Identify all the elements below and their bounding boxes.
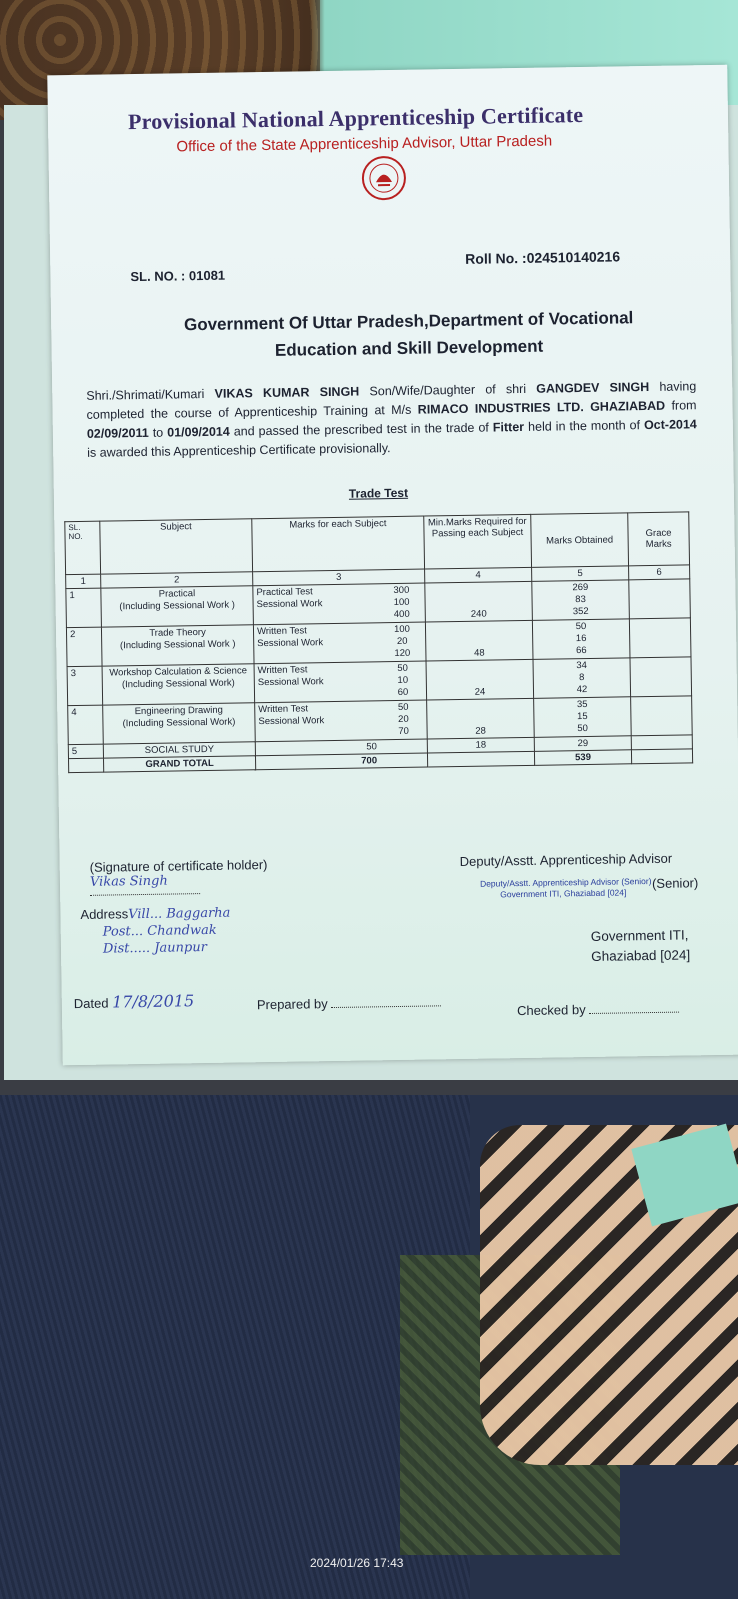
row-marks [255,700,428,742]
obtained-value: 50 [575,621,587,633]
certificate-title: Provisional National Apprenticeship Certificate [127,101,584,135]
serial-number: SL. NO. : 01081 [130,267,226,285]
mark-total: 60 [397,686,409,698]
col-num: 3 [253,569,425,586]
body-text: Shri./Shrimati/Kumari [86,386,215,403]
row-obtained [534,697,632,738]
background-bottom [0,1095,738,1599]
part-label: Written Test [257,664,308,677]
part-label: Sessional Work [257,676,324,689]
photo-timestamp: 2024/01/26 17:43 [310,1556,404,1570]
govt-iti-block [591,925,691,967]
body-text: held in the month of [523,418,645,434]
row-subject [101,586,254,627]
row-sl: 4 [68,705,104,745]
part-label: Written Test [256,625,307,638]
address-block [80,905,231,957]
col-num: 4 [425,567,532,583]
holder-signature: Vikas Singh [90,873,200,896]
advisor-stamp [480,876,680,901]
row-grace [631,735,692,750]
body-text: Son/Wife/Daughter of shri [359,381,537,399]
row-obtained: 29 [534,736,631,752]
row-sl: 3 [67,666,103,706]
checked-by-field [517,1001,679,1019]
row-marks: 50 [255,739,427,756]
row-subject: SOCIAL STUDY [103,742,255,758]
row-sl: 5 [68,744,103,759]
obtained-value: 8 [579,672,585,684]
mark-value: 20 [396,635,408,647]
address-line: Vill... Baggarha [128,905,231,923]
dated-label: Dated [73,995,109,1012]
trade-name: Fitter [492,419,525,435]
government-heading [136,303,682,366]
mark-total: 70 [398,725,409,737]
trade-test-heading: Trade Test [348,485,409,501]
row-grace [629,618,691,658]
advisor-label: Deputy/Asstt. Apprenticeship Advisor [459,850,673,870]
obtained-value: 15 [577,710,588,723]
row-grace [629,579,691,619]
company-name: RIMACO INDUSTRIES LTD. GHAZIABAD [417,398,666,417]
prepared-label: Prepared by [256,996,328,1013]
body-text: from [665,398,697,413]
from-date: 02/09/2011 [86,425,149,441]
subject-sub: (Including Sessional Work) [122,716,236,730]
mark-value: 20 [398,713,409,725]
row-marks [253,583,426,625]
mark-total: 120 [394,647,411,660]
subject-name: Engineering Drawing [134,704,223,718]
mark-value: 100 [393,623,411,636]
table-header-row [65,512,690,575]
roll-number: Roll No. :024510140216 [465,248,621,267]
dated-field [74,991,195,1012]
grand-total-label: GRAND TOTAL [103,756,255,772]
part-label: Sessional Work [256,598,323,611]
certificate-body [86,377,697,463]
certificate-document [47,65,738,1066]
obtained-value: 35 [576,698,588,711]
header-marks: Marks for each Subject [252,516,425,572]
body-text: to [148,425,168,440]
dated-value: 17/8/2015 [112,991,195,1012]
holder-name: VIKAS KUMAR SINGH [214,384,360,401]
grand-total-obtained: 539 [534,750,631,766]
row-obtained [532,580,630,621]
obtained-value: 269 [572,581,589,594]
govt-iti-line: Government ITI, [590,927,689,944]
mark-value: 300 [393,584,410,597]
row-sl: 1 [66,588,102,628]
col-num: 2 [101,572,253,588]
address-label: Address [80,906,129,922]
row-grace [631,696,693,736]
row-min: 48 [425,620,533,661]
holder-signature-label: (Signature of certificate holder) [89,857,268,875]
checked-label: Checked by [516,1002,586,1019]
subject-sub: (Including Sessional Work) [121,677,235,691]
father-name: GANGDEV SINGH [536,379,650,396]
obtained-value: 34 [576,659,587,672]
part-label: Written Test [258,703,309,716]
col-num: 5 [532,566,629,582]
row-obtained [532,619,630,660]
to-date: 01/09/2014 [167,424,230,440]
col-num: 6 [629,565,690,580]
mark-value: 50 [397,662,408,674]
mark-value: 10 [397,674,409,686]
obtained-total: 352 [572,605,589,618]
marks-table [64,511,693,773]
header-grace: Grace Marks [628,512,690,566]
obtained-total: 66 [575,645,587,657]
row-min: 24 [426,659,534,700]
header-subject: Subject [100,519,253,574]
subject-sub: (Including Sessional Work ) [119,638,236,652]
address-line: Dist..... Jaunpur [102,940,207,957]
govt-line-1: Government Of Uttar Pradesh,Department of Vocational [183,308,634,335]
govt-iti-line: Ghaziabad [024] [591,947,691,964]
mark-value: 50 [397,701,409,713]
obtained-value: 83 [575,594,586,606]
body-text: is awarded this Apprenticeship Certificate provisionally. [87,441,391,460]
row-obtained [533,658,631,699]
stamp-line: Deputy/Asstt. Apprenticeship Advisor (Senior) [479,876,652,889]
row-min: 240 [425,581,533,622]
stamp-line: Government ITI, Ghaziabad [024] [500,887,627,900]
subject-name: Trade Theory [149,626,206,639]
subject-sub: (Including Sessional Work ) [119,599,235,613]
obtained-total: 42 [576,683,588,696]
subject-name: Practical [158,588,196,600]
certificate-subtitle: Office of the State Apprenticeship Advisor, Uttar Pradesh [176,132,553,156]
header-slno: SL. NO. [65,521,101,575]
row-sl: 2 [66,627,102,667]
part-label: Sessional Work [258,715,325,728]
obtained-value: 16 [575,633,587,645]
row-marks [254,661,427,703]
test-month: Oct-2014 [643,417,697,433]
row-subject [101,625,254,666]
row-grace [630,657,692,697]
col-num: 1 [66,574,101,589]
part-label: Practical Test [256,586,313,599]
mark-value: 100 [393,596,410,609]
obtained-total: 50 [577,722,588,735]
header-min-marks: Min.Marks Required for Passing each Subject [424,514,532,569]
grand-total-marks: 700 [255,753,427,770]
prepared-by-field [257,994,442,1012]
part-label: Sessional Work [257,637,324,650]
row-subject [102,664,255,705]
row-marks [253,622,426,664]
advisor-senior: (Senior) [651,875,699,892]
address-line: Post... Chandwak [102,922,217,940]
header-obtained: Marks Obtained [531,513,629,568]
body-text: having completed the course of Apprenticeship Training at M/s [86,379,697,422]
body-text: and passed the prescribed test in the trade of [229,420,493,439]
row-min: 18 [427,737,534,753]
govt-line-2: Education and Skill Development [274,336,544,360]
row-subject [103,703,256,744]
up-emblem-icon [361,155,408,202]
row-min: 28 [427,698,535,739]
subject-name: Workshop Calculation & Science [109,665,248,679]
mark-total: 400 [393,608,410,621]
